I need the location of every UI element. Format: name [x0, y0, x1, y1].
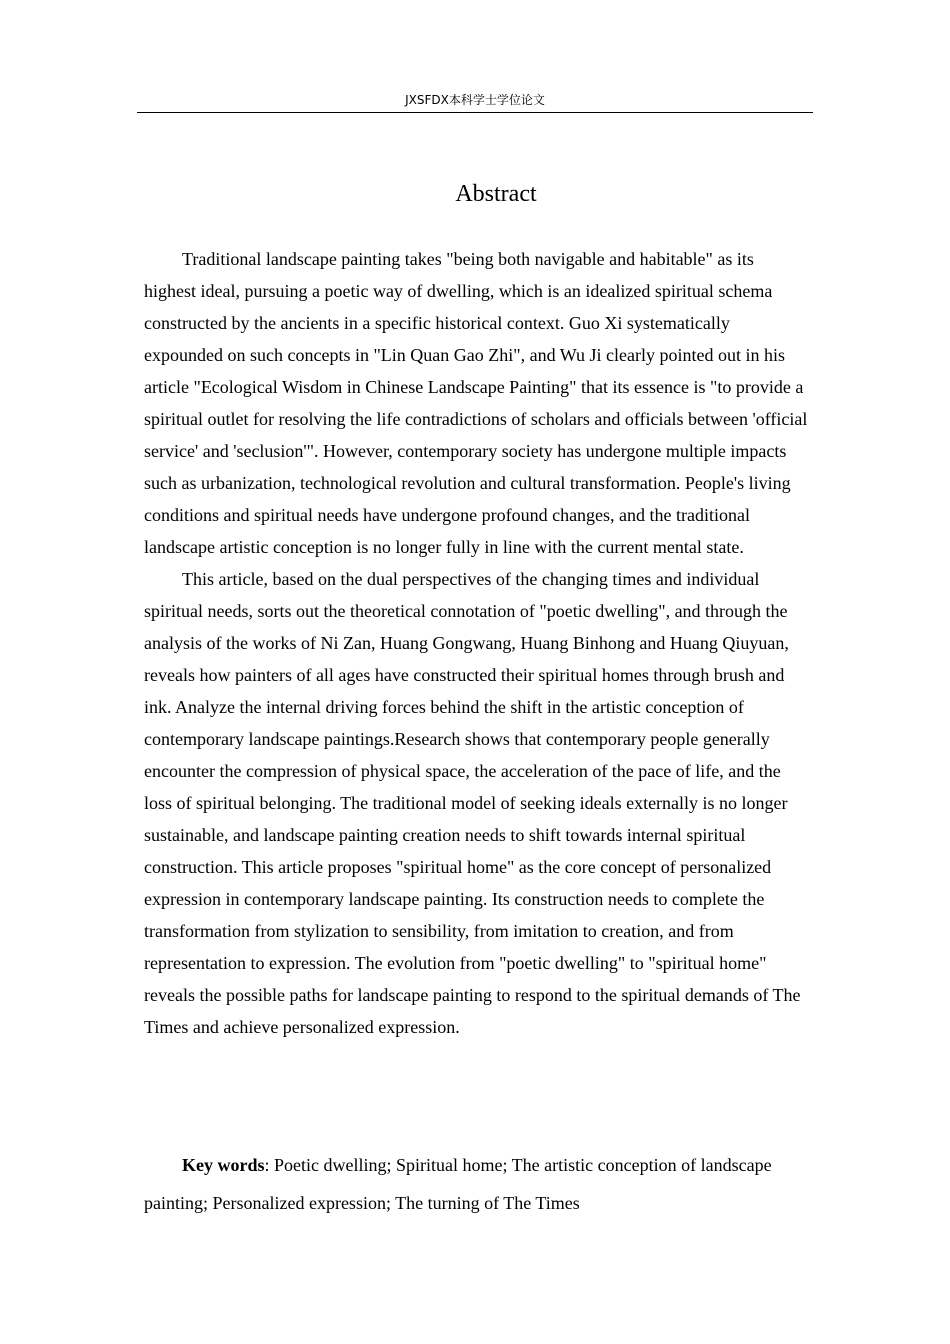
- abstract-paragraph-2: This article, based on the dual perspectives of the changing times and individual spiritual needs, sorts out the theoretical connotation of "poetic dwelling", and through the analysis of the works of Ni Zan, Huang Gongwang, Huang Binhong and Huang Qiuyuan, reveals how painters of all ages have constructed their spiritual homes through brush and ink. Analyze the internal driving forces behind the shift in the artistic conception of contemporary landscape paintings.Research shows that contemporary people generally encounter the compression of physical space, the acceleration of the pace of life, and the loss of spiritual belonging. The traditional model of seeking ideals externally is no longer sustainable, and landscape painting creation needs to shift towards internal spiritual construction. This article proposes "spiritual home" as the core concept of personalized expression in contemporary landscape painting. Its construction needs to complete the transformation from stylization to sensibility, from imitation to creation, and from representation to expression. The evolution from "poetic dwelling" to "spiritual home" reveals the possible paths for landscape painting to respond to the spiritual demands of The Times and achieve personalized expression.: [144, 569, 801, 1037]
- abstract-body: [144, 243, 808, 1043]
- keywords-separator: :: [264, 1155, 270, 1175]
- abstract-title: Abstract: [455, 181, 537, 207]
- keywords-label: Key words: [182, 1155, 265, 1175]
- running-header-text: JXSFDX本科学士学位论文: [405, 93, 545, 107]
- keywords-line: [144, 1146, 808, 1222]
- running-header: [137, 92, 813, 113]
- abstract-paragraph-1: Traditional landscape painting takes "being both navigable and habitable" as its highest ideal, pursuing a poetic way of dwelling, which is an idealized spiritual schema constructed by the ancients in a specific historical context. Guo Xi systematically expounded on such concepts in "Lin Quan Gao Zhi", and Wu Ji clearly pointed out in his article "Ecological Wisdom in Chinese Landscape Painting" that its essence is "to provide a spiritual outlet for resolving the life contradictions of scholars and officials between 'official service' and 'seclusion'". However, contemporary society has undergone multiple impacts such as urbanization, technological revolution and cultural transformation. People's living conditions and spiritual needs have undergone profound changes, and the traditional landscape artistic conception is no longer fully in line with the current mental state.: [144, 249, 808, 557]
- keywords-text: Poetic dwelling; Spiritual home; The artistic conception of landscape painting; Personalized expression; The turning of The Times: [144, 1155, 772, 1213]
